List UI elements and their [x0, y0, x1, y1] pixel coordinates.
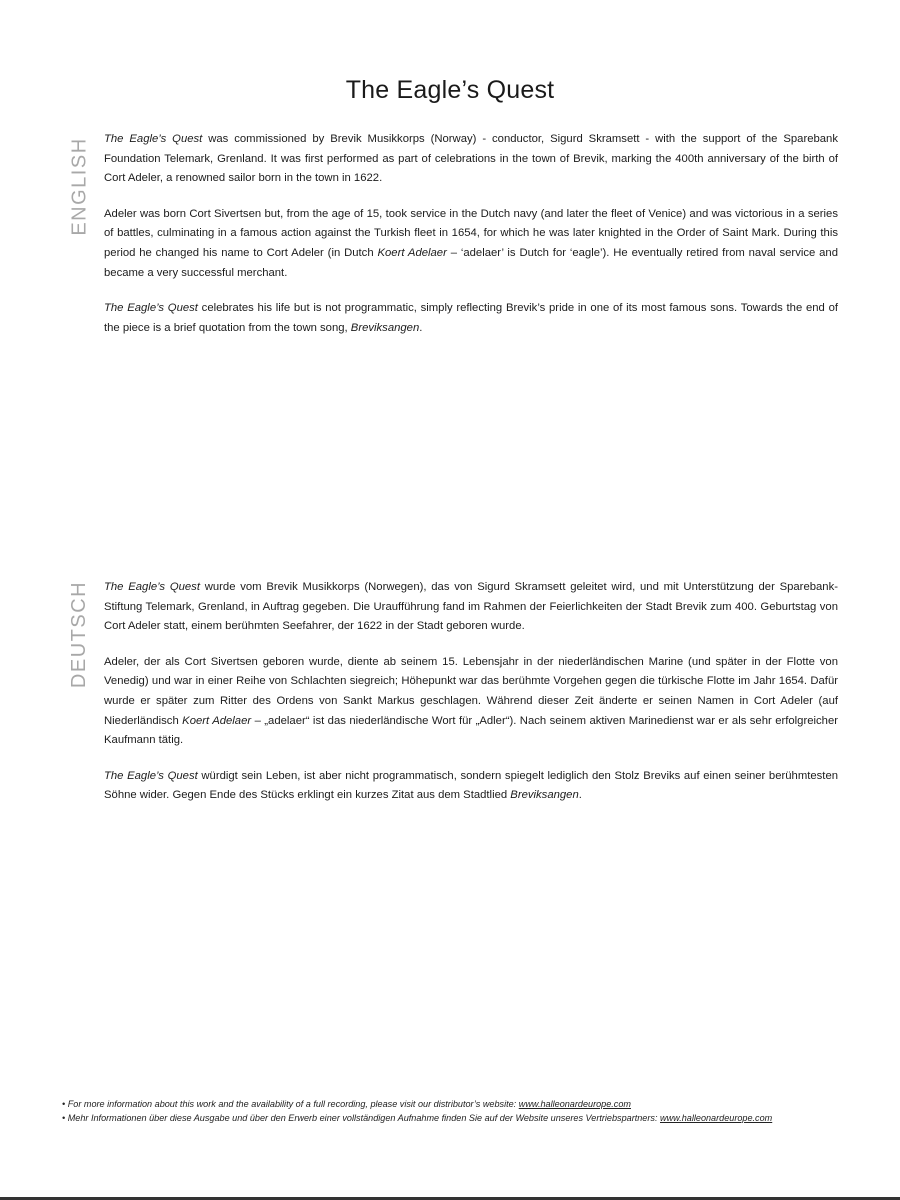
- deutsch-paragraph-2: [104, 653, 838, 751]
- song-title: Breviksangen: [350, 321, 420, 334]
- work-title: The Eagle’s Quest: [104, 769, 198, 782]
- deutsch-body: [104, 578, 838, 822]
- paragraph-text: Adeler was born Cort Sivertsen but, from the age of 15, took service in the Dutch navy (and later the fleet of Venice) and was victorious in a series of battles, culminating in a famous action against the Turkish fleet in 1654, for which he was later knighted in the Order of Saint Mark. During this period he changed his name to Cort Adeler (in Dutch: [104, 207, 838, 259]
- language-label-english-text: ENGLISH: [68, 136, 91, 236]
- song-title: Breviksangen: [510, 789, 579, 802]
- footnote-deutsch: [62, 1112, 842, 1126]
- paragraph-text: – ‘adelaer’ is Dutch for ‘eagle’). He eventually retired from naval service and became a very successful merchant.: [104, 246, 838, 279]
- deutsch-paragraph-1: [104, 578, 838, 637]
- paragraph-end: .: [419, 321, 423, 334]
- work-title: The Eagle’s Quest: [104, 133, 203, 145]
- page-title: The Eagle’s Quest: [345, 76, 555, 104]
- paragraph-text: wurde vom Brevik Musikkorps (Norwegen), das von Sigurd Skramsett geleitet wird, und mit Unterstützung der Sparebank-Stiftung Telemark, Grenland, in Auftrag gegeben. Die Uraufführung fand im Rahmen der Feierlichkeiten der Stadt Brevik zum 400. Geburtstag von Cort Adeler statt, einem berühmten Seefahrer, der 1622 in der Stadt geboren wurde.: [104, 581, 838, 633]
- distributor-link[interactable]: www.halleonardeurope.com: [518, 1099, 631, 1109]
- footnote-text: • Mehr Informationen über diese Ausgabe und über den Erwerb einer vollständigen Aufnahme finden Sie auf der Website unseres Vertriebspartners:: [62, 1112, 660, 1123]
- english-paragraph-3: [104, 299, 838, 338]
- paragraph-text: würdigt sein Leben, ist aber nicht programmatisch, sondern spiegelt lediglich den Stolz Breviks auf einen seiner berühmtesten Söhne wider. Gegen Ende des Stücks erklingt ein kurzes Zitat aus dem Stadtlied: [104, 769, 839, 802]
- paragraph-text: Adeler, der als Cort Sivertsen geboren wurde, diente ab seinem 15. Lebensjahr in der niederländischen Marine (und später in der Flotte von Venedig) und war in einer Reihe von Schlachten siegreich; Höhepunkt war das berühmte Vorgehen gegen die türkische Flotte im Jahr 1654. Dafür wurde er später zum Ritter des Ordens von Sankt Markus geschlagen. Während dieser Zeit änderte er seinen Namen in Cort Adeler (auf Niederländisch: [104, 655, 838, 727]
- deutsch-paragraph-3: [104, 767, 838, 806]
- language-label-deutsch-text: DEUTSCH: [68, 580, 91, 688]
- work-title: The Eagle’s Quest: [104, 581, 200, 593]
- dutch-name: Koert Adelaer: [377, 246, 447, 259]
- language-label-deutsch: [60, 580, 100, 688]
- english-body: [104, 130, 838, 354]
- distributor-link[interactable]: www.halleonardeurope.com: [660, 1112, 773, 1123]
- paragraph-text: – „adelaer“ ist das niederländische Wort für „Adler“). Nach seinem aktiven Marinedienst war er als sehr erfolgreicher Kaufmann tätig.: [104, 714, 838, 747]
- paragraph-end: .: [578, 789, 582, 802]
- paragraph-text: was commissioned by Brevik Musikkorps (Norway) - conductor, Sigurd Skramsett - with the support of the Sparebank Foundation Telemark, Grenland. It was first performed as part of celebrations in the town of Brevik, marking the 400th anniversary of the birth of Cort Adeler, a renowned sailor born in the town in 1622.: [104, 133, 838, 185]
- work-title: The Eagle’s Quest: [104, 302, 198, 315]
- footnote-english: [62, 1098, 842, 1112]
- paragraph-text: celebrates his life but is not programmatic, simply reflecting Brevik’s pride in one of its most famous sons. Towards the end of the piece is a brief quotation from the town song,: [104, 302, 838, 334]
- english-paragraph-2: [104, 205, 838, 283]
- dutch-name: Koert Adelaer: [182, 714, 252, 727]
- english-paragraph-1: [104, 130, 838, 189]
- footnotes: [62, 1098, 842, 1125]
- language-label-english: [60, 132, 100, 240]
- footnote-text: • For more information about this work and the availability of a full recording, please visit our distributor’s website:: [62, 1099, 519, 1109]
